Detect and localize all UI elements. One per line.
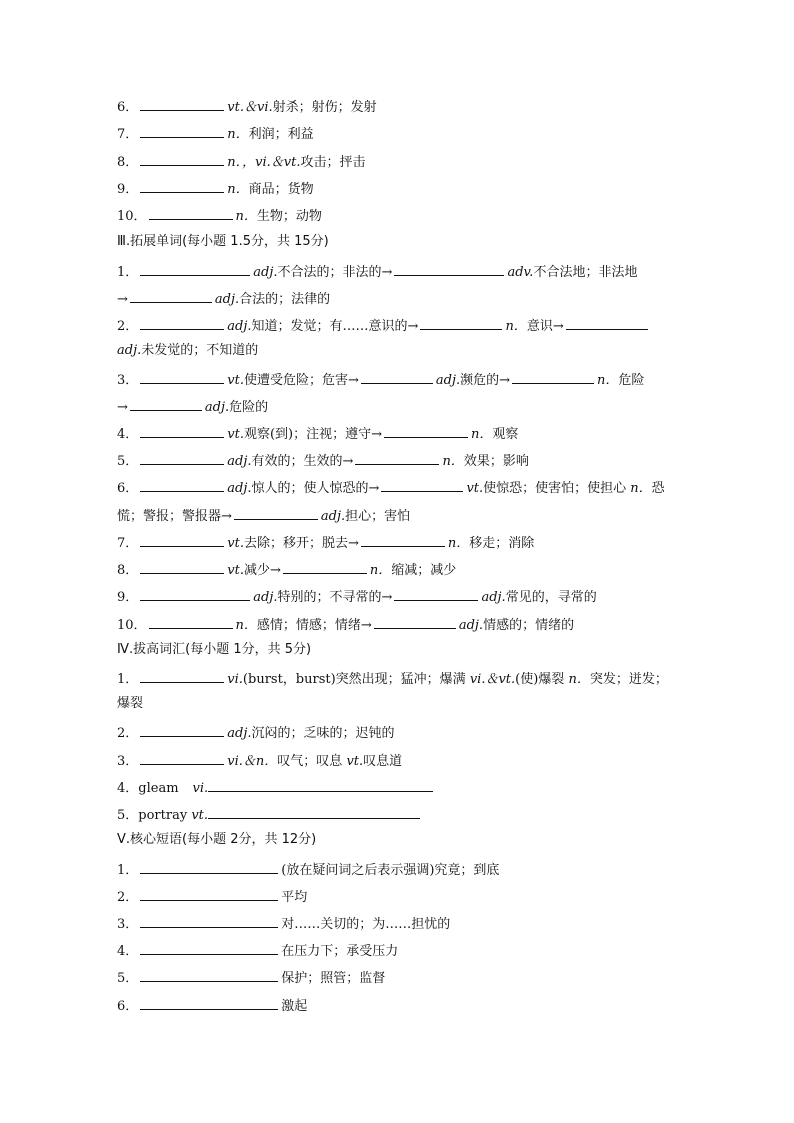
meaning: 观察(到)；注视；遵守→: [243, 427, 383, 442]
part-of-speech: adj.: [253, 265, 278, 280]
meaning: 突发；迸发；: [589, 672, 668, 687]
part-of-speech: adj.: [435, 373, 461, 388]
answer-blank[interactable]: [361, 533, 445, 547]
expand-item-line: [117, 478, 677, 497]
item-number: 10．: [117, 618, 147, 633]
advanced-item-line: [117, 669, 677, 688]
item-number: 1．: [117, 265, 139, 280]
section-title: Ⅲ.拓展单词(每小题 1.5分，共 15分): [117, 234, 329, 249]
meaning: 未发觉的；不知道的: [141, 343, 259, 358]
vocab-item: [117, 124, 677, 143]
headword: portray: [138, 808, 188, 823]
answer-blank[interactable]: [140, 179, 224, 193]
expand-item-line: [117, 289, 677, 308]
vocab-item: [117, 97, 677, 116]
answer-blank[interactable]: [149, 206, 233, 220]
answer-blank[interactable]: [566, 316, 648, 330]
answer-blank[interactable]: [140, 152, 224, 166]
answer-blank[interactable]: [384, 424, 468, 438]
item-number: 2．: [117, 726, 139, 741]
expand-item-line: [117, 370, 677, 389]
item-number: 9．: [117, 590, 139, 605]
part-of-speech: vt.: [227, 536, 244, 551]
meaning: 使遭受危险；危害→: [243, 373, 359, 388]
part-of-speech: n．，vi.＆vt.: [227, 155, 301, 170]
answer-blank[interactable]: [234, 506, 318, 520]
part-of-speech: n．: [235, 209, 257, 224]
answer-blank[interactable]: [140, 669, 224, 683]
meaning: 减少→: [243, 563, 281, 578]
answer-blank[interactable]: [208, 805, 420, 819]
meaning: 危险的: [229, 400, 269, 415]
item-number: 1．: [117, 863, 139, 878]
part-of-speech: vt.: [191, 808, 209, 823]
expand-item-line: [117, 615, 677, 634]
advanced-item-line: [117, 723, 677, 742]
expand-item-line: [117, 587, 677, 606]
item-number: 8．: [117, 563, 139, 578]
meaning: (使)爆裂: [515, 672, 565, 687]
meaning: (burst，burst)突然出现；猛冲；爆满: [242, 672, 466, 687]
answer-blank[interactable]: [130, 289, 212, 303]
meaning: 效果；影响: [463, 454, 529, 469]
part-of-speech: n．: [235, 618, 257, 633]
item-number: 5．: [117, 454, 139, 469]
answer-blank[interactable]: [361, 370, 433, 384]
part-of-speech: n．: [597, 373, 619, 388]
headword: gleam: [138, 781, 179, 796]
meaning: 有效的；生效的→: [251, 454, 354, 469]
answer-blank[interactable]: [394, 262, 504, 276]
answer-blank[interactable]: [140, 968, 278, 982]
answer-blank[interactable]: [208, 778, 433, 792]
part-of-speech: adj.: [204, 400, 230, 415]
expand-item-line: [117, 316, 677, 335]
item-number: 9．: [117, 182, 139, 197]
answer-blank[interactable]: [140, 316, 224, 330]
meaning: 常见的，寻常的: [505, 590, 597, 605]
part-of-speech: n．: [630, 481, 652, 496]
item-number: 5．: [117, 971, 139, 986]
meaning: 恐: [651, 481, 665, 496]
meaning: 合法的；法律的: [239, 292, 331, 307]
item-number: 4．: [117, 944, 139, 959]
section-title: Ⅴ.核心短语(每小题 2分，共 12分): [117, 832, 317, 847]
part-of-speech: adj.: [253, 590, 278, 605]
part-of-speech: n．: [227, 127, 249, 142]
meaning: 平均: [281, 890, 308, 905]
part-of-speech: vt.: [227, 373, 244, 388]
meaning: 意识→: [526, 319, 564, 334]
meaning: 担心；害怕: [345, 509, 411, 524]
expand-item-line: [117, 451, 677, 470]
answer-blank[interactable]: [283, 560, 367, 574]
item-number: 5．: [117, 808, 139, 823]
expand-item-line: [117, 397, 677, 416]
answer-blank[interactable]: [140, 941, 278, 955]
item-number: 2．: [117, 890, 139, 905]
part-of-speech: n．: [442, 454, 464, 469]
answer-blank[interactable]: [140, 424, 224, 438]
meaning: 感情；情感；情绪→: [256, 618, 372, 633]
section-title: Ⅳ.拔高词汇(每小题 1分，共 5分): [117, 642, 312, 657]
item-number: 3．: [117, 917, 139, 932]
meaning: 对……关切的；为……担忧的: [281, 917, 451, 932]
answer-blank[interactable]: [140, 370, 224, 384]
part-of-speech: vt.: [346, 754, 364, 769]
part-of-speech: adv.: [507, 265, 534, 280]
meaning: 移走；消除: [469, 536, 535, 551]
answer-blank[interactable]: [140, 587, 250, 601]
meaning: 叹气；叹息: [277, 754, 343, 769]
item-number: 3．: [117, 373, 139, 388]
meaning: 危险: [618, 373, 645, 388]
meaning: 不合法地；非法地: [533, 265, 638, 280]
part-of-speech: adj.: [227, 481, 252, 496]
advanced-item-line: [117, 696, 677, 712]
answer-blank[interactable]: [381, 478, 463, 492]
meaning: 生物；动物: [256, 209, 322, 224]
answer-blank[interactable]: [140, 723, 224, 737]
item-number: 1．: [117, 672, 139, 687]
answer-blank[interactable]: [140, 860, 278, 874]
meaning: 利润；利益: [248, 127, 314, 142]
phrase-item: [117, 968, 677, 987]
answer-blank[interactable]: [140, 751, 224, 765]
expand-item-line: [117, 424, 677, 443]
item-number: 8．: [117, 155, 139, 170]
part-of-speech: vi.: [192, 781, 209, 796]
part-of-speech: n．: [471, 427, 493, 442]
item-number: 6．: [117, 100, 139, 115]
part-of-speech: vi.＆n．: [227, 754, 278, 769]
item-number: 4．: [117, 781, 139, 796]
answer-blank[interactable]: [512, 370, 594, 384]
vocab-item: [117, 206, 677, 225]
item-number: 7．: [117, 536, 139, 551]
phrase-item: [117, 887, 677, 906]
answer-blank[interactable]: [140, 914, 278, 928]
meaning: 商品；货物: [248, 182, 314, 197]
answer-blank[interactable]: [355, 451, 439, 465]
advanced-item-line: [117, 751, 677, 770]
expand-item-line: [117, 506, 677, 525]
part-of-speech: n．: [447, 536, 470, 551]
advanced-item-line: [117, 778, 677, 797]
part-of-speech: vt.: [227, 563, 244, 578]
meaning: 激起: [281, 999, 308, 1014]
arrow: →: [117, 400, 128, 415]
answer-blank[interactable]: [140, 262, 250, 276]
expand-item-line: [117, 560, 677, 579]
answer-blank[interactable]: [140, 533, 224, 547]
meaning: 爆裂: [117, 696, 144, 711]
item-number: 10．: [117, 209, 147, 224]
answer-blank[interactable]: [140, 560, 224, 574]
meaning: 不合法的；非法的→: [277, 265, 393, 280]
meaning: 观察: [492, 427, 519, 442]
part-of-speech: vt.: [466, 481, 484, 496]
part-of-speech: vt.＆vi.: [227, 100, 273, 115]
meaning: 缩减；减少: [391, 563, 457, 578]
meaning: 攻击；抨击: [300, 155, 366, 170]
part-of-speech: vt.: [227, 427, 244, 442]
answer-blank[interactable]: [130, 397, 202, 411]
answer-blank[interactable]: [140, 996, 278, 1010]
answer-blank[interactable]: [140, 97, 224, 111]
phrase-item: [117, 941, 677, 960]
expand-item-line: [117, 262, 677, 281]
meaning: 知道；发觉；有……意识的→: [251, 319, 419, 334]
part-of-speech: vi.: [227, 672, 243, 687]
item-number: 2．: [117, 319, 139, 334]
answer-blank[interactable]: [140, 451, 224, 465]
meaning: 沉闷的；乏味的；迟钝的: [251, 726, 395, 741]
answer-blank[interactable]: [140, 124, 224, 138]
meaning: 叹息道: [363, 754, 403, 769]
item-number: 3．: [117, 754, 139, 769]
part-of-speech: vi.＆vt.: [469, 672, 516, 687]
meaning: 特别的；不寻常的→: [277, 590, 393, 605]
meaning: 射杀；射伤；发射: [272, 100, 377, 115]
expand-item-line: [117, 343, 677, 359]
meaning: 在压力下；承受压力: [281, 944, 399, 959]
item-number: 6．: [117, 999, 139, 1014]
answer-blank[interactable]: [394, 587, 478, 601]
meaning: 使惊恐；使害怕；使担心: [483, 481, 627, 496]
phrase-item: [117, 860, 677, 879]
part-of-speech: adj.: [214, 292, 240, 307]
answer-blank[interactable]: [420, 316, 502, 330]
vocab-item: [117, 179, 677, 198]
phrase-item: [117, 914, 677, 933]
advanced-item-line: [117, 805, 677, 824]
part-of-speech: adj.: [227, 319, 252, 334]
meaning: 去除；移开；脱去→: [243, 536, 359, 551]
answer-blank[interactable]: [374, 615, 456, 629]
arrow: →: [117, 292, 128, 307]
answer-blank[interactable]: [140, 478, 224, 492]
item-number: 6．: [117, 481, 139, 496]
phrase-item: [117, 996, 677, 1015]
meaning: 慌；警报；警报器→: [117, 509, 232, 524]
part-of-speech: n．: [568, 672, 590, 687]
meaning: 濒危的→: [460, 373, 511, 388]
item-number: 4．: [117, 427, 139, 442]
meaning: 保护；照管；监督: [281, 971, 386, 986]
part-of-speech: n．: [505, 319, 527, 334]
expand-item-line: [117, 533, 677, 552]
part-of-speech: adj.: [227, 726, 252, 741]
part-of-speech: adj.: [481, 590, 506, 605]
answer-blank[interactable]: [140, 887, 278, 901]
part-of-speech: adj.: [227, 454, 252, 469]
vocab-item: [117, 152, 677, 171]
meaning: 情感的；情绪的: [483, 618, 575, 633]
part-of-speech: adj.: [320, 509, 346, 524]
part-of-speech: adj.: [117, 343, 142, 358]
part-of-speech: adj.: [458, 618, 484, 633]
part-of-speech: n．: [227, 182, 249, 197]
meaning: 惊人的；使人惊恐的→: [251, 481, 380, 496]
answer-blank[interactable]: [149, 615, 233, 629]
part-of-speech: n．: [369, 563, 392, 578]
item-number: 7．: [117, 127, 139, 142]
meaning: (放在疑问词之后表示强调)究竟；到底: [281, 863, 500, 878]
